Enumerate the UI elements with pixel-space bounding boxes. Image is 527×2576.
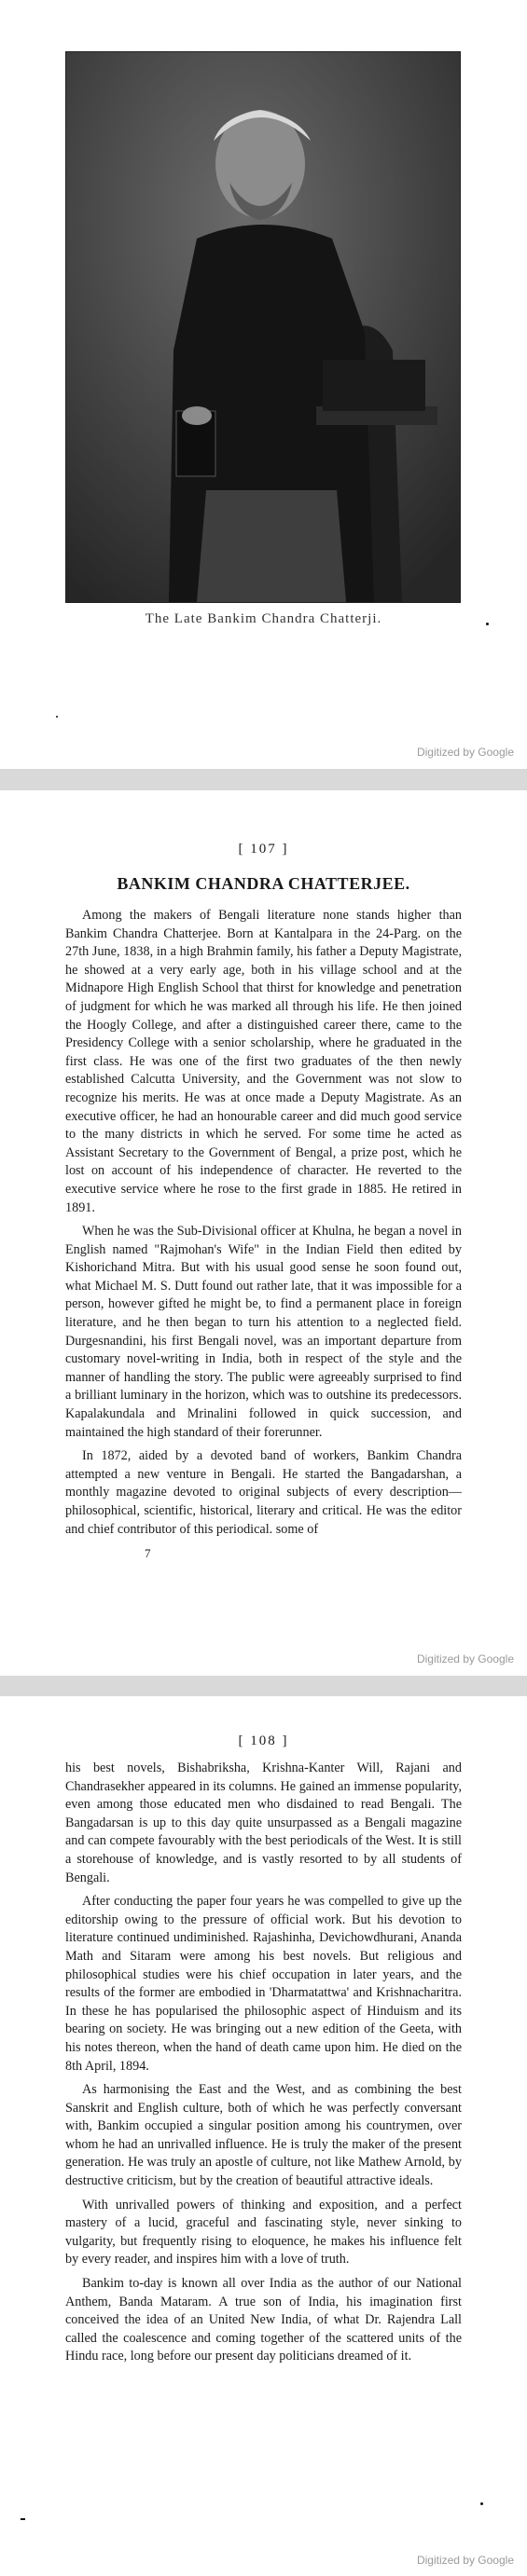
scan-speck [56, 716, 58, 718]
paragraph: When he was the Sub-Divisional officer at Khulna, he began a novel in English named "Rajmohan's Wife" in the Indian Field then edited by Kishorichand Mitra. But with his usual good sense he soon found out, what Michael M. S. Dutt found out rather late, that it was impossible for a person, however gifted he might be, to find a permanent place in foreign literature, and he then began to turn his attention to a neglected field. Durgesnandini, his first Bengali novel, was an important departure from customary novel-writing in India, both in respect of the style and the manner of handling the story. The public were agreeably surprised to find a brilliant luminary in the horizon, which was to outshine its predecessors. Kapalakundala and Mrinalini followed in quick succession, and maintained the high standard of their forerunner. [65, 1224, 462, 1440]
plate-caption: The Late Bankim Chandra Chatterji. [145, 611, 382, 626]
page-separator [0, 1676, 527, 1696]
plate-page [0, 0, 527, 769]
paragraph: As harmonising the East and the West, and as combining the best Sanskrit and English culture, both of which he was perfectly conversant with, Bankim occupied a singular position among his countrymen, over whom he had an unrivalled influence. He is truly the maker of the present generation. He was truly an apostle of culture, not like Mathew Arnold, by destructive criticism, but by the creation of beautiful attractive ideals. [65, 2082, 462, 2189]
scan-speck [480, 2502, 483, 2505]
body-text [65, 1760, 462, 2372]
page-separator [0, 769, 527, 790]
page-number: [ 107 ] [238, 842, 289, 856]
digitized-watermark: Digitized by Google [416, 1652, 514, 1665]
paragraph: Bankim to-day is known all over India as the author of our National Anthem, Banda Mataram. A true son of India, his imagination first conceived the idea of an United New India, of what Dr. Rajendra Lall called the coalescence and coming together of the scattered units of the Hindu race, long before our present day politicians dreamed of it. [65, 2276, 462, 2364]
portrait-illustration [66, 52, 460, 602]
paragraph: With unrivalled powers of thinking and exposition, and a perfect mastery of a lucid, graceful and fascinating style, never sinking to vulgarity, but frequently rising to eloquence, he makes his influence felt by every reader, and inspires him with a love of truth. [65, 2197, 462, 2268]
page-number: [ 108 ] [238, 1733, 289, 1748]
paragraph: Among the makers of Bengali literature none stands higher than Bankim Chandra Chatterjee. Born at Kantalpara in the 24-Parg. on the 27th June, 1838, in a high Brahmin family, his father a Deputy Magistrate, he showed at a very early age, both in his village school and at the Midnapore High English School that thirst for knowledge and penetration of judgment for which he was marked all through his life. He then joined the Hoogly College, and after a distinguished career there, came to the Presidency College with a senior scholarship, where he graduated in the first class. He was one of the first two graduates of the then newly established Calcutta University, and the Government was not slow to recognize his merits. He was at once made a Deputy Magistrate. As an executive officer, he had an honourable career and did much good service to the many districts in which he served. For some time he acted as Assistant Secretary to the Government of Bengal, a prize post, which he lost on account of his independence of character. He reverted to the executive service where he rose to the first grade in 1885. He retired in 1891. [65, 908, 462, 1215]
signature-mark: 7 [145, 1546, 151, 1560]
scan-speck [486, 623, 489, 625]
paragraph: In 1872, aided by a devoted band of workers, Bankim Chandra attempted a new venture in Bengali. He started the Bangadarshan, a monthly magazine devoted to original subjects of every description—philosophical, scientific, historical, literary and critical. He was the editor and chief contributor of this periodical. some of [65, 1448, 462, 1537]
page-107 [0, 790, 527, 1676]
page-108 [0, 1696, 527, 2576]
digitized-watermark: Digitized by Google [416, 2554, 514, 2567]
paragraph: his best novels, Bishabriksha, Krishna-Kanter Will, Rajani and Chandrasekher appeared in its columns. He gained an immense popularity, even among those educated men who disdained to read Bengali. The Bangadarsan is up to this day quite unsurpassed as a Bengali magazine and can compete favourably with the best periodicals of the West. It is still a storehouse of knowledge, and is vastly resorted to by all students of Bengali. [65, 1761, 462, 1885]
scan-speck [21, 2518, 25, 2520]
body-text [65, 907, 462, 1544]
portrait-photo [65, 51, 461, 603]
paragraph: After conducting the paper four years he was compelled to give up the editorship owing to the pressure of official work. But his devotion to literature continued undiminished. Rajashinha, Devichowdhurani, Ananda Math and Sitaram were among his best novels. But religious and philosophical studies were his chief occupation in later years, and the results of the former are embodied in 'Dharmatattwa' and Krishnacharitra. In these he has popularised the philosophic aspect of Hinduism and its bearing on society. He was bringing out a new edition of the Geeta, with his notes thereon, when the hand of death came upon him. He died on the 8th April, 1894. [65, 1894, 462, 2074]
digitized-watermark: Digitized by Google [416, 746, 514, 759]
article-title: BANKIM CHANDRA CHATTERJEE. [117, 874, 410, 893]
